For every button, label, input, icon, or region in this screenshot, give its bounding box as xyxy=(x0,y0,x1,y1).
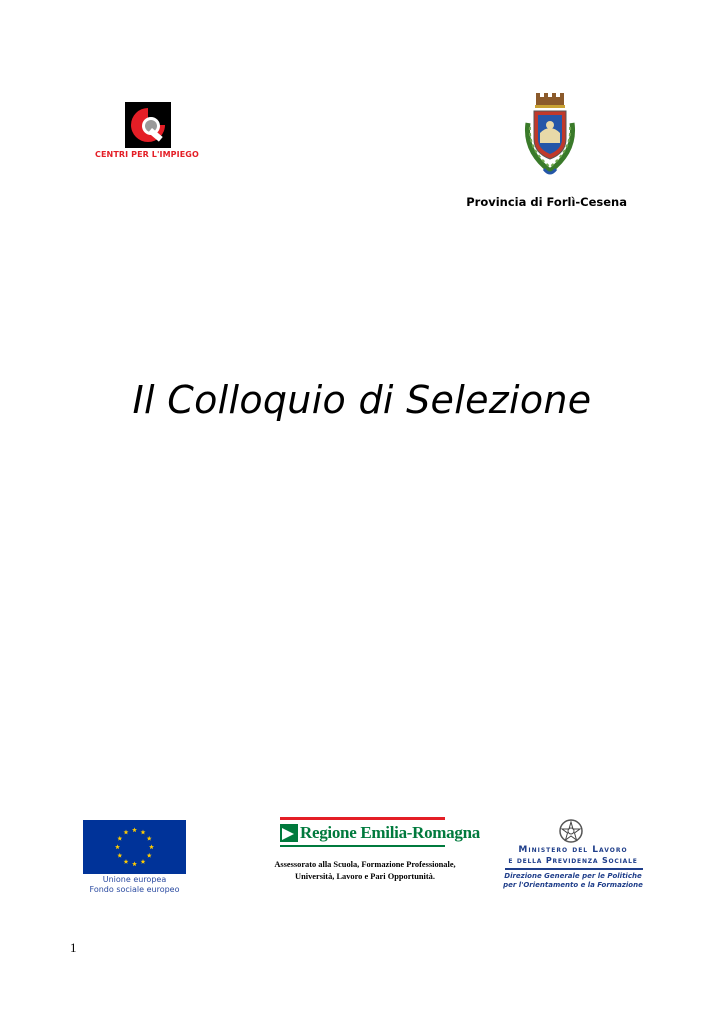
rer-subtitle-line1: Assessorato alla Scuola, Formazione Professionale, xyxy=(274,860,456,869)
eu-caption-line2: Fondo sociale europeo xyxy=(89,885,180,894)
rer-subtitle-line2: Università, Lavoro e Pari Opportunità. xyxy=(295,872,435,881)
cpi-logo-text: CENTRI PER L'IMPIEGO xyxy=(95,150,199,159)
ministero-subtitle-line2: per l'Orientamento e la Formazione xyxy=(503,881,643,889)
eu-caption-line1: Unione europea xyxy=(102,875,167,884)
page-number: 1 xyxy=(70,940,77,955)
eu-fse-logo xyxy=(83,820,186,895)
document-title: Il Colloquio di Selezione xyxy=(132,378,592,422)
ministero-lavoro-logo xyxy=(500,818,650,898)
regione-emilia-romagna-logo xyxy=(274,817,480,889)
centri-per-impiego-logo xyxy=(95,100,235,164)
ministero-title-line1: Ministero del Lavoro xyxy=(518,845,628,855)
province-name: Provincia di Forlì-Cesena xyxy=(466,195,627,209)
province-crest-icon xyxy=(520,93,580,179)
ministero-subtitle-line1: Direzione Generale per le Politiche xyxy=(504,872,642,880)
rer-green-rule xyxy=(280,845,445,847)
ministero-rule xyxy=(505,868,643,870)
rer-emblem-icon xyxy=(280,824,298,842)
rer-name: Regione Emilia-Romagna xyxy=(300,823,480,842)
rer-red-rule xyxy=(280,817,445,820)
ministero-title-line2: e della Previdenza Sociale xyxy=(508,856,638,865)
italian-republic-emblem-icon xyxy=(558,818,584,844)
cpi-emblem-icon xyxy=(125,102,171,148)
eu-flag-icon xyxy=(83,820,186,874)
